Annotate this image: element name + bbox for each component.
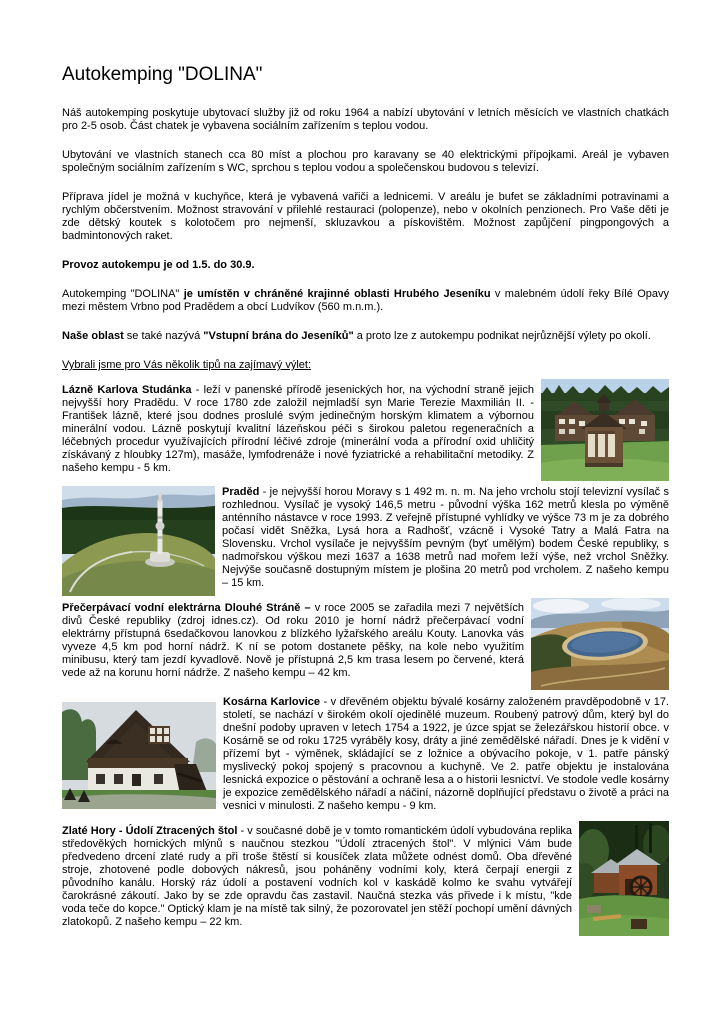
text-segment: a proto lze z autokempu podnikat nejrůznější výlety po okolí. bbox=[353, 330, 651, 342]
text-segment: - je nejvyšší horou Moravy s 1 492 m. n. m. Na jeho vrcholu stojí televizní vysílač s rozhlednou. Vysílač je vysoký 146,5 metru - původní výška 162 metrů klesla po výměně anténního nástavce v roce 1993. Z veřejně přístupné vyhlídky ve výšce 73 m je za dobrého počasí vidět Sněžka, Lysá hora a Radhošť, vzácně i Vysoké Tatry a Malá Fatra na Slovensku. Vrchol vysílače je nejvyšším pevným (byť umělým) bodem České republiky, s nadmořskou výškou mezi 1637 a 1638 metrů nad mořem leží výše, než vrchol Sněžky. Nejvýše současně dostupným místem je plošina 20 metrů pod vrcholem. Z našeho kempu – 15 km. bbox=[222, 486, 669, 589]
zlate-hory-photo bbox=[579, 821, 669, 936]
praded-tower-photo bbox=[62, 486, 215, 596]
text-segment: je umístěn v chráněné krajinné oblasti Hrubého Jeseníku bbox=[183, 288, 491, 300]
location-paragraph bbox=[62, 288, 669, 314]
text-segment: Vybrali jsme pro Vás několik tipů na zajímavý výlet: bbox=[62, 359, 312, 371]
text-segment: Praděd bbox=[222, 486, 260, 498]
season-note bbox=[62, 259, 669, 272]
karlova-studanka-photo bbox=[541, 379, 669, 481]
intro-paragraph-1 bbox=[62, 107, 669, 133]
zlate-hory-text bbox=[62, 825, 572, 929]
section-kosarna-karlovice bbox=[62, 696, 669, 813]
section-dlouhe-strane bbox=[62, 602, 669, 690]
tips-heading bbox=[62, 359, 669, 372]
text-segment: Náš autokemping poskytuje ubytovací služby již od roku 1964 a nabízí ubytování v letních měsících ve vlastních chatkách pro 2-5 osob. Část chatek je vybavena sociálním zařízením s teplou vodou. bbox=[62, 107, 669, 132]
praded-text bbox=[222, 486, 669, 590]
text-segment: - v dřevěném objektu bývalé kosárny založeném pravděpodobně v 17. století, se nachází v širokém okolí ojedinělé muzeum. Roubený patrový dům, který byl do dnešní podoby upraven v letech 1754 a 1922, je úzce spjat se železářskou historií obce. v Kosárně se od roku 1725 vyráběly kosy, dráty a jiné zemědělské nářadí. Dnes je k vidění v přízemí byt - výměnek, skládající se z ložnice a obývacího pokoje, v 1. patře pánský myslivecký pokoj spojený s pracovnou a kuchyně. Ve 2. patře objektu je instalována lesnická expozice o pěstování a ochraně lesa a o historii lesnictví. Ve stodole vedle kosárny je expozice zemědělského nářadí a náčiní, názorně doplňující představu o životě a práci na vesnici v minulosti. Z našeho kempu - 9 km. bbox=[223, 696, 669, 812]
text-segment: Kosárna Karlovice bbox=[223, 696, 321, 708]
section-praded bbox=[62, 486, 669, 596]
text-segment: - leží v panenské přírodě jesenických hor, na východní straně jejich nejvyšší hory Pradědu. V roce 1780 zde založil nejmladší syn Marie Terezie Maxmilián II. - František lázně, které jsou dodnes proslulé svým jedinečným horským klimatem a výbornou minerální vodou. Lázně poskytují kvalitní lázeňskou péči s širokou paletou regeneračních a léčebných procedur využívajících přírodní léčivé zdroje (minerální voda a přírodní oxid uhličitý získávaný z hloubky 127m), masáže, lymfodrenáže i nové fyziatrické a rehabilitační metodiky. Z našeho kempu - 5 km. bbox=[62, 384, 534, 474]
section-karlova-studanka bbox=[62, 384, 669, 481]
text-segment: Autokemping "DOLINA" bbox=[62, 288, 184, 300]
text-segment: "Vstupní brána do Jeseníků" bbox=[203, 330, 354, 342]
text-segment: - v současné době je v tomto romantickém údolí vybudována replika středověkých hornických mlýnů s naučnou stezkou "Údolí ztracených štol". V mlýnici Vám bude předvedeno drcení zlaté rudy a při troše štěstí si kousíček zlata můžete odnést domů. Oba dřevěné stroje, zhotovené podle dobových nákresů, jsou poháněny vodními koly, která čerpají energii z původního kanálu. Horský ráz údolí a postavení vodních kol v kaskádě kolmo ke svahu vytvářejí čarokrásné zákoutí. Jako by se zde opravdu čas zastavil. Naučná stezka vás přivede i k místu, "kde voda teče do kopce." Optický klam je na místě tak silný, že pozorovatel jen stěží pochopí umění dávných zlatokopů. Z našeho kempu – 22 km. bbox=[62, 825, 573, 928]
section-zlate-hory bbox=[62, 825, 669, 936]
text-segment: se také nazývá bbox=[123, 330, 204, 342]
kosarna-karlovice-photo bbox=[62, 702, 216, 809]
region-paragraph bbox=[62, 330, 669, 343]
text-segment: v roce 2005 se zařadila mezi 7 největších divů České republiky (zdroj idnes.cz). Od roku 2010 je horní nádrž přečerpávací vodní elektrárny přístupná 6sedačkovou lanovkou z blízkého lyžařského areálu Kouty. Lanovka vás vyveze 4,5 km pod horní nádrž. K ní se potom dostanete pěšky, na kole nebo využitím minibusu, který tam jezdí kyvadlově. Nově je přístupná 2,5 km trasa lesem po červené, která vede až na korunu horní nádrže. Z našeho kempu – 42 km. bbox=[62, 602, 525, 679]
text-segment: Naše oblast bbox=[62, 330, 124, 342]
text-segment: Lázně Karlova Studánka bbox=[62, 384, 192, 396]
text-segment: Příprava jídel je možná v kuchyňce, která je vybavená vařiči a lednicemi. V areálu je bufet se základními potravinami a rychlým občerstvením. Možnost stravování v přilehlé restauraci (polopenze), nebo v okolních penzionech. Pro Vaše děti je zde dětský koutek s kolotočem pro nejmenší, skluzavkou a pískovištěm. Možnost zapůjčení pingpongových a badmintonových raket. bbox=[62, 191, 669, 242]
page-title: Autokemping "DOLINA" bbox=[62, 64, 263, 85]
intro-paragraph-3 bbox=[62, 191, 669, 243]
dlouhe-strane-text bbox=[62, 602, 524, 680]
text-segment: Zlaté Hory - Údolí Ztracených štol bbox=[62, 825, 238, 837]
intro-paragraph-2 bbox=[62, 149, 669, 175]
kosarna-karlovice-text bbox=[223, 696, 669, 813]
text-segment: Ubytování ve vlastních stanech cca 80 míst a plochou pro karavany se 40 elektrickými přípojkami. Areál je vybaven společným sociálním zařízením s WC, sprchou s teplou vodou a společenskou budovou s televizí. bbox=[62, 149, 669, 174]
text-segment: Provoz autokempu je od 1.5. do 30.9. bbox=[62, 259, 255, 271]
dlouhe-strane-photo bbox=[531, 598, 669, 690]
text-segment: Přečerpávací vodní elektrárna Dlouhé Stráně – bbox=[62, 602, 311, 614]
text-segment: v malebném údolí řeky Bílé Opavy mezi městem Vrbno pod Pradědem a obcí Ludvíkov (560 m.n.m.). bbox=[62, 288, 669, 313]
karlova-studanka-text bbox=[62, 384, 534, 475]
